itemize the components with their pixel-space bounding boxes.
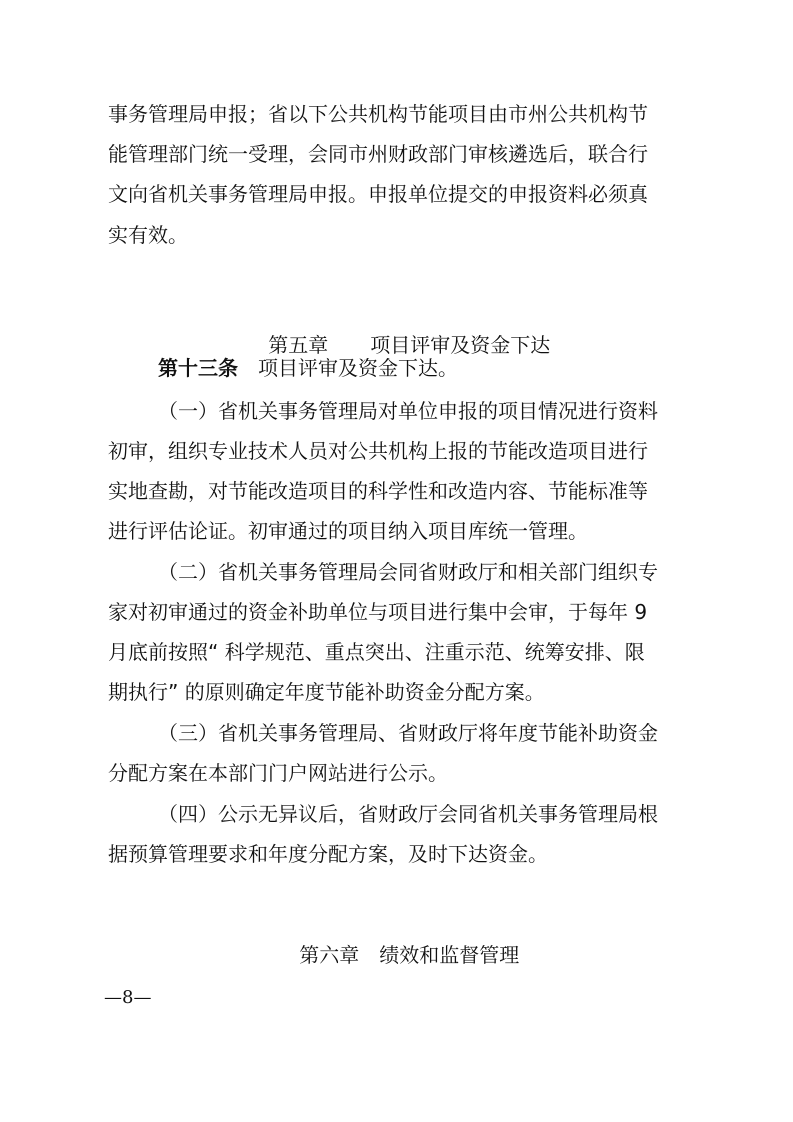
article-13-label: 第十三条: [158, 356, 238, 380]
paragraph-3-line-1: （三）省机关事务管理局、省财政厅将年度节能补助资金: [158, 721, 658, 745]
chapter-five-title: 项目评审及资金下达: [370, 333, 551, 357]
paragraph-2-line-2: 家对初审通过的资金补助单位与项目进行集中会审，于每年 9: [108, 600, 648, 624]
page-number: —8—: [104, 987, 152, 1008]
continuation-line-3: 文向省机关事务管理局申报。申报单位提交的申报资料必须真: [108, 182, 648, 206]
chapter-six-title: 绩效和监督管理: [379, 943, 520, 967]
paragraph-2-line-3: 月底前按照“ 科学规范、重点突出、注重示范、统筹安排、限: [108, 640, 645, 664]
continuation-line-4: 实有效。: [108, 223, 188, 247]
article-13-title: 项目评审及资金下达。: [258, 356, 458, 380]
paragraph-2-line-4: 期执行” 的原则确定年度节能补助资金分配方案。: [108, 680, 545, 704]
paragraph-1-line-3: 实地查勘，对节能改造项目的科学性和改造内容、节能标准等: [108, 479, 648, 503]
article-13-heading: [158, 355, 693, 381]
paragraph-1-line-1: （一）省机关事务管理局对单位申报的项目情况进行资料: [158, 399, 658, 423]
paragraph-1-line-2: 初审，组织专业技术人员对公共机构上报的节能改造项目进行: [108, 439, 648, 463]
continuation-line-1: 事务管理局申报；省以下公共机构节能项目由市州公共机构节: [108, 102, 648, 126]
continuation-line-2: 能管理部门统一受理，会同市州财政部门审核遴选后，联合行: [108, 142, 648, 166]
chapter-five-label: 第五章: [268, 333, 329, 357]
paragraph-2-line-1: （二）省机关事务管理局会同省财政厅和相关部门组织专: [158, 560, 658, 584]
paragraph-3-line-2: 分配方案在本部门门户网站进行公示。: [108, 761, 448, 785]
paragraph-1-line-4: 进行评估论证。初审通过的项目纳入项目库统一管理。: [108, 519, 588, 543]
paragraph-4-line-2: 据预算管理要求和年度分配方案，及时下达资金。: [108, 842, 548, 866]
chapter-six-heading: [0, 916, 793, 994]
paragraph-4-line-1: （四）公示无异议后，省财政厅会同省机关事务管理局根: [158, 802, 658, 826]
chapter-six-label: 第六章: [299, 943, 360, 967]
